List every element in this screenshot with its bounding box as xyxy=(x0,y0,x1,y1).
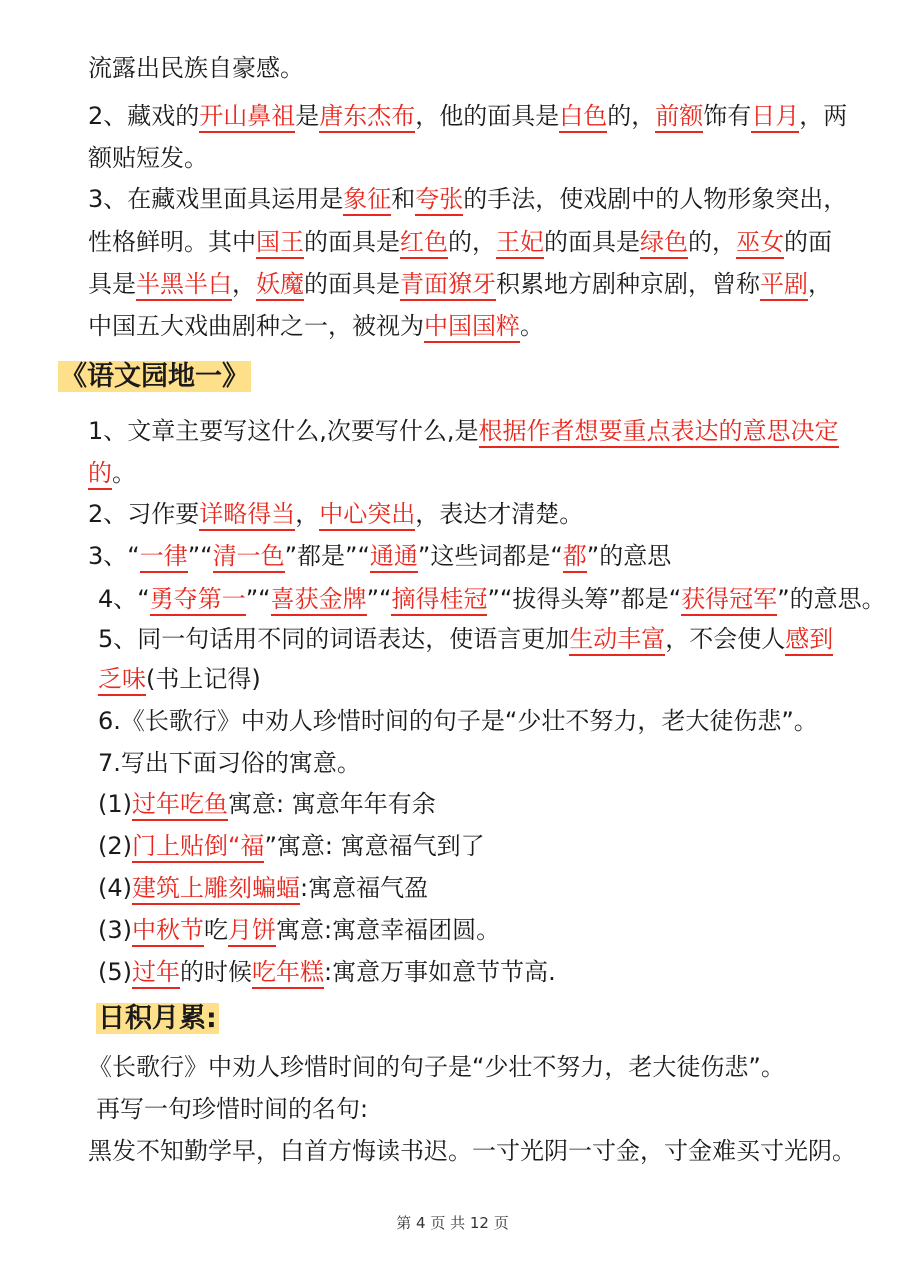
highlighted-term: 清一色 xyxy=(213,542,285,573)
line-text: 的面具是 xyxy=(304,270,400,298)
line-text: 的时候 xyxy=(180,958,252,986)
line-text: 3、在藏戏里面具运用是 xyxy=(88,185,344,213)
highlighted-term: 象征 xyxy=(343,185,391,216)
highlighted-term: 根据作者想要重点表达的意思决定 xyxy=(479,417,839,448)
line-text: 的， xyxy=(607,102,656,130)
line-text: (书上记得) xyxy=(146,665,261,693)
line-text: ”“拔得头筹”都是“ xyxy=(487,585,682,613)
highlighted-term: 中国国粹 xyxy=(424,312,520,343)
highlighted-term: 白色 xyxy=(559,102,607,133)
line-15 xyxy=(98,746,361,780)
line-text: ，他的面具是 xyxy=(415,102,560,130)
line-text: 寓意:寓意幸福团圆。 xyxy=(276,916,501,944)
heading-riji-yuelei xyxy=(96,1000,219,1038)
highlighted-term: 都 xyxy=(563,542,587,573)
highlighted-term: 摘得桂冠 xyxy=(391,585,487,616)
line-text: ，不会使人 xyxy=(665,625,786,653)
line-text: :寓意万事如意节节高. xyxy=(324,958,556,986)
line-3 xyxy=(88,182,847,216)
highlighted-term: 门上贴倒“福 xyxy=(132,832,264,863)
line-text: ， xyxy=(808,270,832,298)
line-text: 是 xyxy=(295,102,320,130)
line-text: ”的意思。 xyxy=(777,585,886,613)
line-text: 的， xyxy=(448,228,496,256)
highlighted-term: 通通 xyxy=(370,542,418,573)
line-12 xyxy=(98,622,833,656)
line-21 xyxy=(88,1050,785,1084)
line-17 xyxy=(98,829,485,863)
highlighted-term: 感到 xyxy=(785,625,833,656)
line-text: ”这些词都是“ xyxy=(417,542,563,570)
line-text: 额贴短发。 xyxy=(88,144,208,172)
page-footer: 第 4 页 共 12 页 xyxy=(396,1214,509,1232)
line-text: 的手法，使戏剧中的人物形象突出， xyxy=(463,185,848,213)
line-4 xyxy=(88,225,832,259)
line-23 xyxy=(88,1134,856,1168)
line-text: 和 xyxy=(391,185,416,213)
line-10 xyxy=(88,539,671,573)
heading-yuwen-text: 《语文园地一》 xyxy=(60,361,249,392)
line-text: 6.《长歌行》中劝人珍惜时间的句子是“少壮不努力，老大徒伤悲”。 xyxy=(98,707,818,735)
highlighted-term: 平剧 xyxy=(760,270,808,301)
line-text: ”寓意: 寓意福气到了 xyxy=(264,832,485,860)
line-text: 具是 xyxy=(88,270,136,298)
line-text: 吃 xyxy=(204,916,228,944)
highlighted-term: 的 xyxy=(88,459,112,490)
line-text: 1、文章主要写这什么,次要写什么,是 xyxy=(88,417,479,445)
highlighted-term: 中秋节 xyxy=(132,916,204,947)
line-text: 中国五大戏曲剧种之一，被视为 xyxy=(88,312,424,340)
highlighted-term: 月饼 xyxy=(228,916,276,947)
line-text: 的面具是 xyxy=(304,228,400,256)
line-text: ”的意思 xyxy=(586,542,672,570)
line-text: :寓意福气盈 xyxy=(300,874,429,902)
highlighted-term: 乏味 xyxy=(98,665,146,696)
highlighted-term: 勇夺第一 xyxy=(150,585,246,616)
line-22 xyxy=(96,1092,368,1126)
line-text: (3) xyxy=(98,916,132,944)
line-text: ，表达才清楚。 xyxy=(415,500,584,528)
line-text: 寓意: 寓意年年有余 xyxy=(228,790,436,818)
highlighted-term: 妖魔 xyxy=(256,270,304,301)
line-0 xyxy=(88,51,304,85)
highlighted-term: 喜获金牌 xyxy=(271,585,367,616)
line-text: ”都是”“ xyxy=(284,542,370,570)
highlighted-term: 日月 xyxy=(751,102,799,133)
highlighted-term: 夸张 xyxy=(415,185,463,216)
line-text: 再写一句珍惜时间的名句: xyxy=(96,1095,369,1123)
highlighted-term: 前额 xyxy=(655,102,703,133)
line-5 xyxy=(88,267,832,301)
highlighted-term: 绿色 xyxy=(640,228,688,259)
highlighted-term: 开山鼻祖 xyxy=(199,102,295,133)
highlighted-term: 生动丰富 xyxy=(569,625,665,656)
highlighted-term: 青面獠牙 xyxy=(400,270,496,301)
highlighted-term: 详略得当 xyxy=(199,500,295,531)
heading-yuwen-yuandi xyxy=(58,358,251,396)
highlighted-term: 巫女 xyxy=(736,228,784,259)
line-20 xyxy=(98,955,556,989)
line-text: ”“ xyxy=(245,585,271,613)
line-6 xyxy=(88,309,544,343)
line-text: (4) xyxy=(98,874,132,902)
highlighted-term: 红色 xyxy=(400,228,448,259)
line-text: (5) xyxy=(98,958,132,986)
line-text: 4、“ xyxy=(98,585,150,613)
line-text: 3、“ xyxy=(88,542,140,570)
line-13 xyxy=(98,662,261,696)
line-text: 饰有 xyxy=(703,102,752,130)
line-text: 的面 xyxy=(784,228,832,256)
line-1 xyxy=(88,99,847,133)
line-16 xyxy=(98,787,436,821)
line-9 xyxy=(88,497,583,531)
line-text: 的， xyxy=(688,228,736,256)
line-text: 2、习作要 xyxy=(88,500,200,528)
line-text: 《长歌行》中劝人珍惜时间的句子是“少壮不努力，老大徒伤悲”。 xyxy=(88,1053,785,1081)
line-text: 积累地方剧种京剧，曾称 xyxy=(496,270,760,298)
line-text: 的面具是 xyxy=(544,228,640,256)
highlighted-term: 建筑上雕刻蝙蝠 xyxy=(132,874,300,905)
line-text: 黑发不知勤学早，白首方悔读书迟。一寸光阴一寸金，寸金难买寸光阴。 xyxy=(88,1137,856,1165)
line-7 xyxy=(88,414,839,448)
line-14 xyxy=(98,704,818,738)
line-text: 。 xyxy=(112,459,136,487)
highlighted-term: 中心突出 xyxy=(319,500,415,531)
highlighted-term: 国王 xyxy=(256,228,304,259)
highlighted-term: 一律 xyxy=(140,542,188,573)
highlighted-term: 吃年糕 xyxy=(252,958,324,989)
line-text: 2、藏戏的 xyxy=(88,102,200,130)
line-text: 流露出民族自豪感。 xyxy=(88,54,304,82)
line-text: ”“ xyxy=(366,585,392,613)
line-8 xyxy=(88,456,136,490)
heading-riji-text: 日积月累: xyxy=(98,1003,217,1034)
line-text: ，两 xyxy=(799,102,848,130)
highlighted-term: 半黑半白 xyxy=(136,270,232,301)
line-19 xyxy=(98,913,500,947)
line-11 xyxy=(98,582,886,616)
line-2 xyxy=(88,141,208,175)
highlighted-term: 获得冠军 xyxy=(681,585,777,616)
highlighted-term: 王妃 xyxy=(496,228,544,259)
line-text: ， xyxy=(232,270,256,298)
highlighted-term: 过年吃鱼 xyxy=(132,790,228,821)
line-text: 。 xyxy=(520,312,544,340)
line-text: (1) xyxy=(98,790,132,818)
highlighted-term: 唐东杰布 xyxy=(319,102,415,133)
highlighted-term: 过年 xyxy=(132,958,180,989)
line-18 xyxy=(98,871,428,905)
line-text: ， xyxy=(295,500,320,528)
line-text: ”“ xyxy=(187,542,213,570)
line-text: 7.写出下面习俗的寓意。 xyxy=(98,749,361,777)
line-text: 5、同一句话用不同的词语表达，使语言更加 xyxy=(98,625,570,653)
line-text: (2) xyxy=(98,832,132,860)
line-text: 性格鲜明。其中 xyxy=(88,228,256,256)
